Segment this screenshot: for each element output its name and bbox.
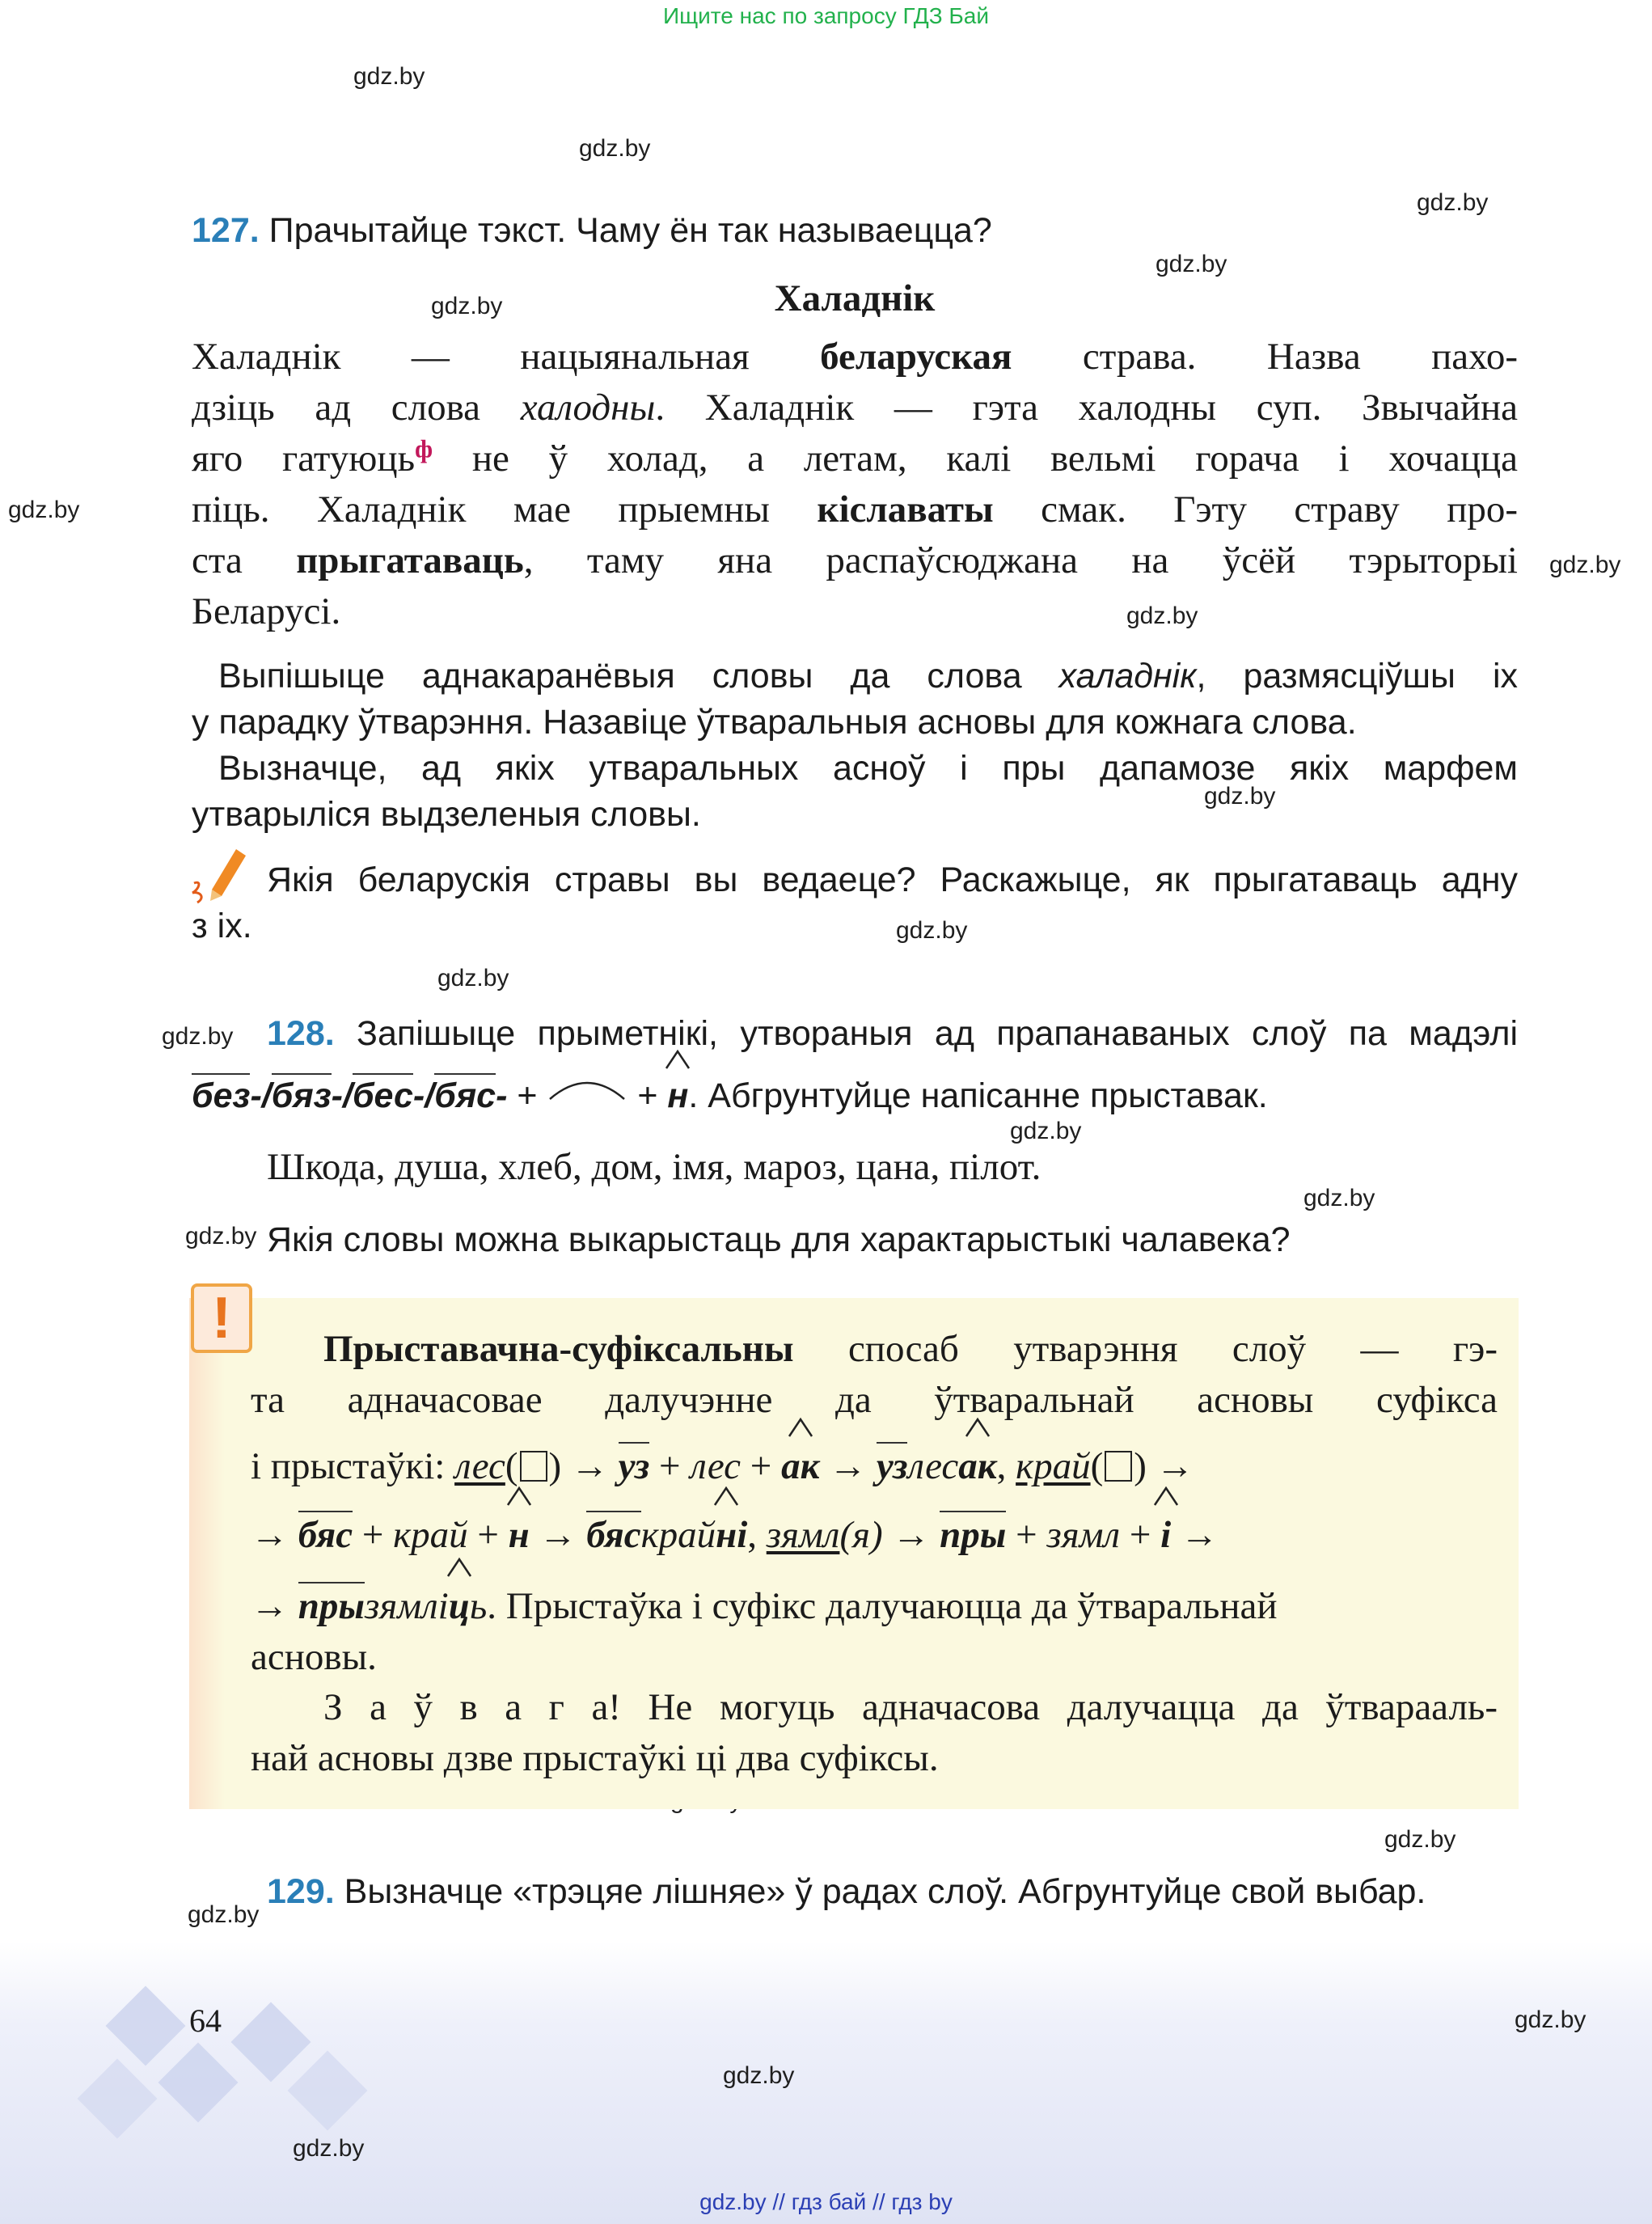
ex127-task2: утварыліся выдзеленыя словы. — [192, 795, 701, 834]
phonetic-mark: ф — [415, 433, 433, 463]
exclamation-icon: ! — [191, 1283, 252, 1353]
ex127-text-line: Беларусі. — [192, 590, 341, 632]
ex127-text-line: дзіць ад слова халодны. Халаднік — гэта халодны суп. Звычайна — [192, 387, 1518, 429]
ex129-heading — [267, 1869, 1518, 1915]
ex127-number: 127. — [192, 211, 260, 250]
ex129-number: 129. — [267, 1872, 335, 1911]
rule-line: і прыстаўкі: лес( ) → уз + лес + ак → узлес ак, край( ) → — [251, 1441, 1498, 1491]
ex127-task2: Вызначце, ад якіх утваральных асноў і пры дапамозе якіх марфем — [218, 749, 1518, 788]
ex127-text-line: Халаднік — нацыянальная беларуская страва. Назва пахо- — [192, 336, 1518, 378]
rule-line: → прызямлі ць. Прыстаўка і суфікс далучаюцца да ўтваральнай — [251, 1581, 1498, 1631]
watermark: gdz.by — [896, 917, 968, 944]
ex128-instruction: Запішыце прыметнікі, утвораныя ад прапанаваных слоў па мадэлі — [357, 1014, 1518, 1053]
watermark: gdz.by — [1515, 2006, 1587, 2033]
ex127-oral-task: з іх. — [192, 907, 252, 945]
watermark: gdz.by — [185, 1223, 257, 1249]
ex128-words: Шкода, душа, хлеб, дом, імя, мароз, цана, пілот. — [267, 1146, 1041, 1188]
rule-line: та адначасовае далучэнне да ўтваральнай асновы суфікса — [251, 1379, 1498, 1421]
rule-line: → бяс + край + н → бяскрай ні, зямл(я) → пры + зямл + і → — [251, 1510, 1498, 1560]
rule-line: асновы. — [251, 1636, 377, 1678]
ex127-title: Халаднік — [774, 277, 936, 319]
watermark: gdz.by — [188, 1901, 260, 1928]
footer-links[interactable]: gdz.by // гдз бай // гдз by — [699, 2189, 953, 2214]
ex127-text-line: піць. Халаднік мае прыемны кіславаты смак. Гэту страву про- — [192, 488, 1519, 531]
watermark: gdz.by — [162, 1023, 234, 1050]
ex127-instruction: Прачытайце тэкст. Чаму ён так называецца? — [268, 211, 992, 250]
watermark: gdz.by — [1126, 603, 1198, 629]
note-label: З а ў в а г а! — [323, 1686, 621, 1728]
footer-decoration — [0, 1941, 1652, 2224]
root-arc-icon — [547, 1072, 627, 1104]
pen-writing-icon — [188, 841, 252, 906]
ex128-heading — [267, 1011, 1518, 1057]
watermark: gdz.by — [1384, 1826, 1456, 1853]
ex127-oral-task: Якія беларускія стравы вы ведаеце? Раскажыце, як прыгатаваць адну — [267, 860, 1518, 899]
ex128-question: Якія словы можна выкарыстаць для характарыстыкі чалавека? — [267, 1220, 1291, 1259]
page-number: 64 — [189, 2002, 222, 2039]
watermark: gdz.by — [1549, 552, 1621, 578]
watermark: gdz.by — [437, 965, 509, 991]
watermark: gdz.by — [1204, 783, 1276, 810]
watermark: gdz.by — [723, 2062, 795, 2089]
ex128-model: без-/бяз-/бес-/бяс- + + н. Абгрунтуйце напісанне прыставак. — [192, 1072, 1518, 1119]
ex127-text-line: ста прыгатаваць, таму яна распаўсюджана на ўсёй тэрыторыі — [192, 539, 1518, 581]
watermark: gdz.by — [1010, 1118, 1082, 1144]
rule-note: най асновы дзве прыстаўкі ці два суфіксы. — [251, 1737, 939, 1779]
rule-note: З а ў в а г а! Не могуць адначасова далучацца да ўтварааль- — [323, 1686, 1498, 1728]
watermark: gdz.by — [1303, 1185, 1375, 1211]
watermark: gdz.by — [431, 293, 503, 319]
watermark: gdz.by — [579, 135, 651, 162]
ex127-heading — [192, 208, 1518, 254]
watermark: gdz.by — [8, 497, 80, 523]
ex129-instruction: Вызначце «трэцяе лішняе» ў радах слоў. Абгрунтуйце свой выбар. — [344, 1872, 1426, 1911]
rule-box-strip — [189, 1298, 225, 1809]
watermark: gdz.by — [1417, 189, 1489, 216]
ex127-task1: Выпішыце аднакаранёвыя словы да слова халаднік, размясціўшы іх — [218, 657, 1518, 696]
rule-line: Прыставачна-суфіксальны спосаб утварэння слоў — гэ- — [323, 1328, 1498, 1370]
watermark: gdz.by — [293, 2135, 365, 2162]
ex128-number: 128. — [267, 1014, 335, 1053]
watermark: gdz.by — [353, 63, 425, 90]
ex127-text-line: яго гатуюць$^ф$ не ў холад, а летам, калі вельмі горача і хочацца — [192, 433, 1518, 480]
watermark: gdz.by — [1156, 251, 1227, 277]
ex127-task1: у парадку ўтварэння. Назавіце ўтваральныя асновы для кожнага слова. — [192, 703, 1357, 742]
header-search-hint[interactable]: Ищите нас по запросу ГДЗ Бай — [662, 3, 990, 28]
